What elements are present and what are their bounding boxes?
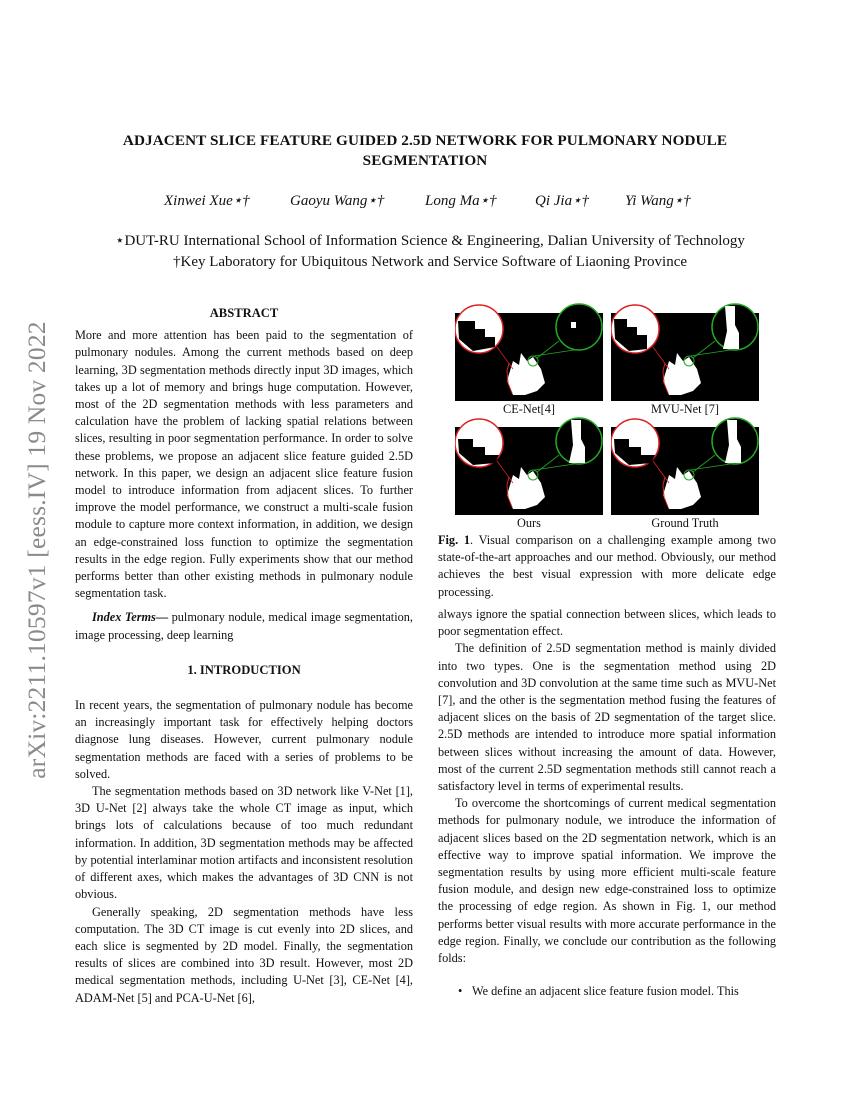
index-terms-text: pulmonary nodule, medical image segmentation, image processing, deep learning (75, 610, 413, 642)
body-paragraph: always ignore the spatial connection between slices, which leads to poor segmentation effect. (438, 607, 776, 639)
section-heading: 1. INTRODUCTION (187, 662, 301, 677)
affiliation-line: ⋆DUT-RU International School of Information Science & Engineering, Dalian University of Technology (115, 233, 745, 249)
author-name: Gaoyu Wang⋆† (290, 193, 385, 209)
index-terms-label: Index Terms— (92, 610, 169, 625)
figure-1 (455, 303, 761, 533)
affiliation-line: †Key Laboratory for Ubiquitous Network and Service Software of Liaoning Province (172, 254, 688, 270)
author-name: Yi Wang⋆† (625, 193, 691, 209)
panel-label: CE-Net[4] (503, 402, 555, 416)
figure-caption-label: Fig. 1 (438, 533, 471, 547)
index-terms (75, 609, 413, 643)
segmentation-image-ground-truth (611, 417, 759, 517)
intro-paragraph: Generally speaking, 2D segmentation methods have less computation. The 3D CT image is cut evenly into 2D slices, and each slice is segmented by 2D model. Finally, the segmentation results of slices are combined into 3D result. However, most 2D medical segmentation methods, including U-Net [3], CE-Net [4], ADAM-Net [5] and PCA-U-Net [6], (75, 904, 413, 1005)
arxiv-identifier: arXiv:2211.10597v1 [eess.IV] 19 Nov 2022 (22, 321, 51, 779)
affiliations (40, 231, 820, 273)
panel-label: Ground Truth (651, 516, 719, 530)
abstract-heading: ABSTRACT (209, 306, 279, 320)
contribution-list (438, 983, 776, 1000)
panel-label: MVU-Net [7] (651, 402, 719, 416)
segmentation-image-mvu-net (611, 303, 759, 403)
author-name: Qi Jia⋆† (535, 193, 589, 209)
intro-paragraph: The segmentation methods based on 3D network like V-Net [1], 3D U-Net [2] always take the whole CT image as input, which brings lots of calculations because of too much redundant information. In addition, 3D segmentation methods may be affected by potential interlaminar motion artifacts and inconsistent resolution of different axes, which makes the advantages of 3D CNN is not obvious. (75, 784, 413, 902)
panel-label: Ours (517, 516, 541, 530)
paper-title: ADJACENT SLICE FEATURE GUIDED 2.5D NETWORK FOR PULMONARY NODULE SEGMENTATION (122, 132, 728, 169)
list-item: • We define an adjacent slice feature fusion model. This (472, 983, 776, 1000)
figure-caption (438, 532, 776, 601)
abstract-body: More and more attention has been paid to the segmentation of pulmonary nodules. Among the current methods based on deep learning, 3D segmentation methods directly input 3D images, which takes up a lot of memory and brings huge computation. However, most of the 2D segmentation methods with less parameters and calculation have the problem of lacking spatial relations between slices, resulting in poor segmentation performance. In order to solve these problems, we propose an adjacent slice feature guided 2.5D network. In this paper, we design an adjacent slice feature fusion model to introduce information from adjacent slices. To further improve the model performance, we construct a multi-scale fusion module to capture more context information, in addition, we design an edge-constrained loss function to optimize the segmentation results in the edge region. Fully experiments show that our method performs better than other existing methods in pulmonary nodule segmentation task. (75, 328, 413, 601)
body-paragraph: The definition of 2.5D segmentation method is mainly divided into two types. One is the segmentation method using 2D convolution and 3D convolution at the same time such as MVU-Net [7], and the other is the segmentation method fusing the features of adjacent slices on the basis of 2D segmentation of the target slice. 2.5D methods are intended to introduce more spatial information between slices without increasing the amount of data. However, most of the current 2.5D segmentation methods still cannot reach a satisfactory level in terms of experimental results. (438, 641, 776, 794)
figure-caption-text: . Visual comparison on a challenging example among two state-of-the-art approaches and our method. Obviously, our method achieves the best visual expression with more delicate edge processing. (438, 533, 776, 599)
segmentation-image-ce-net (455, 303, 603, 403)
left-column (75, 305, 413, 1007)
body-paragraph: To overcome the shortcomings of current medical segmentation methods for pulmonary nodule, we introduce the information of adjacent slices based on the 2D segmentation network, which is an effective way to improve spatial information. We improve the segmentation results by using more efficient multi-scale feature fusion module, and design new edge-constrained loss to optimize the processing of edge region. As shown in Fig. 1, our method performs better visual results with more accurate performance in the edge region. Finally, we conclude our contribution as the following folds: (438, 796, 776, 966)
arxiv-sidebar-stamp (14, 290, 60, 810)
intro-paragraph: In recent years, the segmentation of pulmonary nodule has become an increasingly important task for effectively helping doctors diagnose lung diseases. However, current pulmonary nodule segmentation methods are faced with a series of problems to be solved. (75, 698, 413, 781)
right-column (438, 606, 776, 1000)
author-name: Long Ma⋆† (425, 193, 497, 209)
segmentation-image-ours (455, 417, 603, 517)
author-name: Xinwei Xue⋆† (164, 193, 250, 209)
